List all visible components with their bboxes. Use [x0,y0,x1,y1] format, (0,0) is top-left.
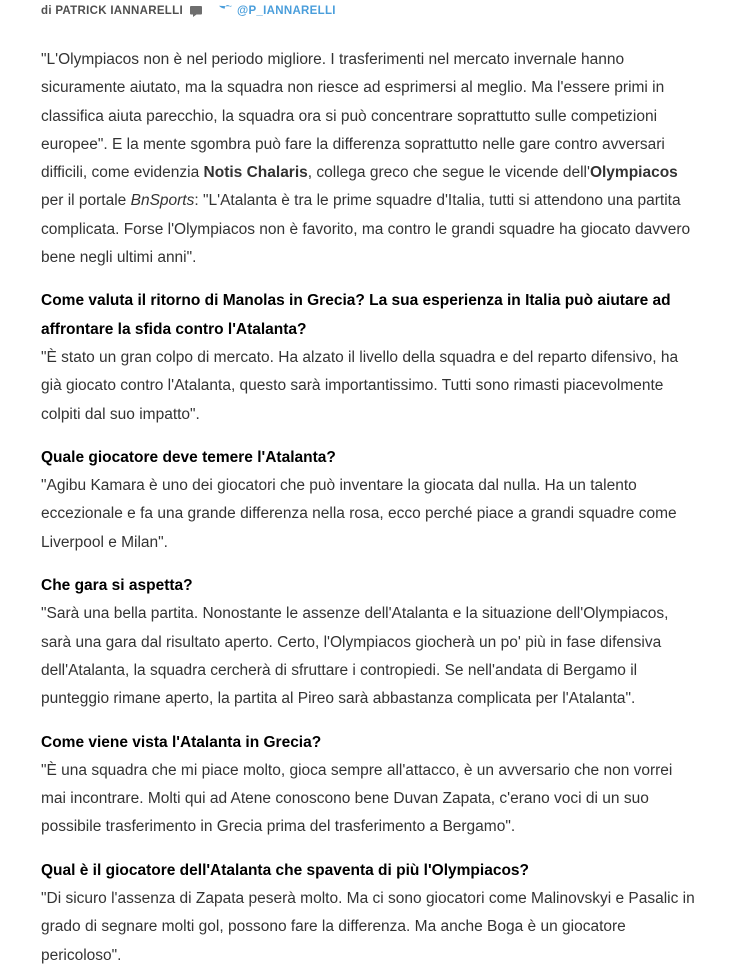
article-body [41,46,701,964]
interview-answer: "Sarà una bella partita. Nonostante le assenze dell'Atalanta e la situazione dell'Olympiacos, sarà una gara dal risultato aperto. Certo, l'Olympiacos giocherà un po' più in fase difensiva dell'Atalanta, la squadra cercherà di sfruttare i contropiedi. Se nell'andata di Bergamo il punteggio rimane aperto, la partita al Pireo sarà abbastanza complicata per l'Atalanta". [41,605,669,708]
interview-question: Come valuta il ritorno di Manolas in Grecia? La sua esperienza in Italia può aiutare ad affrontare la sfida contro l'Atalanta? [41,292,671,338]
qa-block [41,287,701,428]
twitter-handle: @P_IANNARELLI [236,5,336,17]
interview-answer: "Di sicuro l'assenza di Zapata peserà molto. Ma ci sono giocatori come Malinovskyi e Pasalic in grado di segnare molti gol, possono fare la differenza. Ma anche Boga è un giocatore pericoloso". [41,890,695,964]
qa-block [41,444,701,557]
interview-question: Come viene vista l'Atalanta in Grecia? [41,733,322,751]
byline [41,4,701,18]
qa-block [41,729,701,842]
interview-answer: "È stato un gran colpo di mercato. Ha alzato il livello della squadra e del reparto difensivo, ha già giocato contro l'Atalanta, questo sarà importantissimo. Tutti sono rimasti piacevolmente colpiti dal suo impatto". [41,348,679,423]
intro-paragraph: "L'Olympiacos non è nel periodo migliore. I trasferimenti nel mercato invernale hanno sicuramente aiutato, ma la squadra non riesce ad esprimersi al meglio. Ma l'essere primi in classifica aiuta parecchio, la squadra ora si può concentrare soprattutto sulle competizioni europee". E la mente sgombra può fare la differenza soprattutto nelle gare contro avversari difficili, come evidenzia Notis Chalaris, collega greco che segue le vicende dell'Olympiacos per il portale BnSports: "L'Atalanta è tra le prime squadre d'Italia, tutti si attendono una partita complicata. Forse l'Olympiacos non è favorito, ma contro le grandi squadre ha giocato davvero bene negli ultimi anni". [41,51,691,267]
interview-answer: "Agibu Kamara è uno dei giocatori che può inventare la giocata dal nulla. Ha un talento eccezionale e fa una grande differenza nella rosa, ecco perché piace a grandi squadre come Liverpool e Milan". [41,477,677,551]
interview-answer: "È una squadra che mi piace molto, gioca sempre all'attacco, è un avversario che non vorrei mai incontrare. Molti qui ad Atene conoscono bene Duvan Zapata, c'erano voci di un suo possibile trasferimento in Grecia prima del trasferimento a Bergamo". [41,761,673,836]
twitter-profile-link[interactable] [218,4,336,18]
interview-question: Qual è il giocatore dell'Atalanta che spaventa di più l'Olympiacos? [41,861,530,879]
author-name: di PATRICK IANNARELLI [41,5,183,17]
interview-question: Che gara si aspetta? [41,577,193,595]
twitter-bird-icon [218,5,237,17]
interview-question: Quale giocatore deve temere l'Atalanta? [41,448,336,466]
speech-bubble-icon [190,6,202,17]
qa-block [41,572,701,713]
comments-button[interactable] [190,6,202,17]
qa-block [41,857,701,964]
